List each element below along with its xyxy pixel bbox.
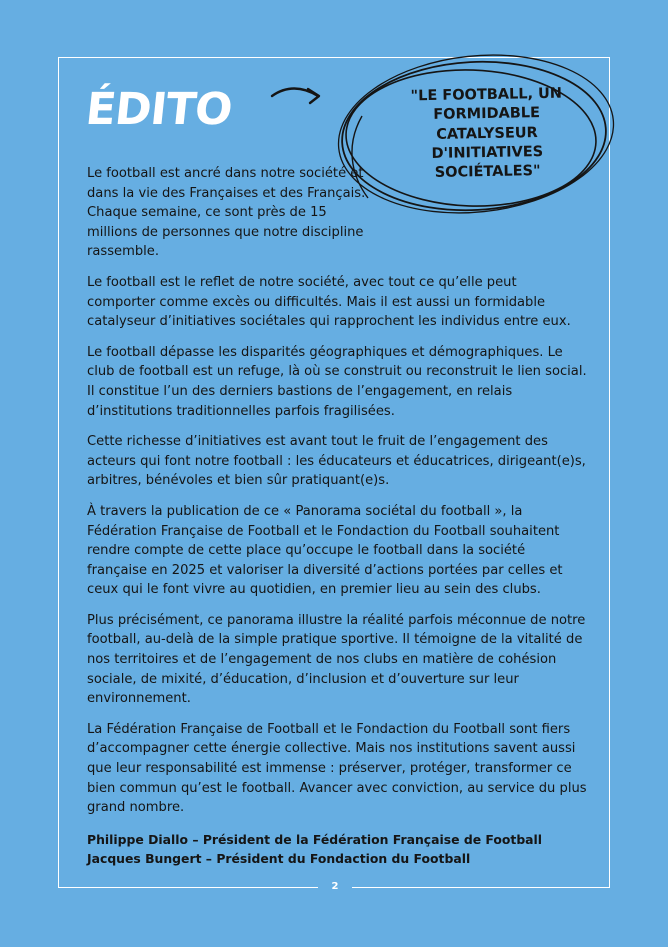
edito-title: ÉDITO bbox=[83, 84, 235, 135]
paragraph-5: À travers la publication de ce « Panorama sociétal du football », la Fédération Française de Football et le Fondaction du Football souhaitent rendre compte de cette place qu’occupe le football dans la société française en 2025 et valoriser la diversité d’actions portées par celles et ceux qui le font vivre au quotidien, en premier lieu au sein des clubs. bbox=[87, 503, 563, 598]
signatures bbox=[87, 830, 587, 869]
paragraph-6: Plus précisément, ce panorama illustre la réalité parfois méconnue de notre football, au-delà de la simple pratique sportive. Il témoigne de la vitalité de nos territoires et de l’engagement de nos clubs en matière de cohésion sociale, de mixité, d’éducation, d’inclusion et d’ouverture sur leur environnement. bbox=[87, 612, 586, 707]
signature-2: Jacques Bungert – Président du Fondaction du Football bbox=[87, 851, 471, 867]
arrow-icon bbox=[268, 80, 328, 110]
body-text bbox=[87, 164, 587, 869]
paragraph-1: Le football est ancré dans notre société et dans la vie des Françaises et des Français. Chaque semaine, ce sont près de 15 millions de personnes que notre discipline rassemble. bbox=[87, 166, 366, 260]
signature-1: Philippe Diallo – Président de la Fédération Française de Football bbox=[87, 831, 543, 847]
paragraph-7: La Fédération Française de Football et le Fondaction du Football sont fiers d’accompagner cette énergie collective. Mais nos institutions savent aussi que leur responsabilité est immense : préserver, protéger, transformer ce bien commun qu’est le football. Avancer avec conviction, au service du plus grand nombre. bbox=[87, 721, 587, 816]
paragraph-2: Le football est le reflet de notre société, avec tout ce qu’elle peut comporter comme excès ou difficultés. Mais il est aussi un formidable catalyseur d’initiatives sociétales qui rapprochent les individus entre eux. bbox=[87, 274, 571, 330]
paragraph-4: Cette richesse d’initiatives est avant tout le fruit de l’engagement des acteurs qui font notre football : les éducateurs et éducatrices, dirigeant(e)s, arbitres, bénévoles et bien sûr pratiquant(e)s. bbox=[87, 434, 586, 489]
page-number: 2 bbox=[331, 881, 339, 892]
quote-text: "LE FOOTBALL, UN FORMIDABLE CATALYSEUR D'INITIATIVES SOCIÉTALES" bbox=[410, 85, 563, 182]
paragraph-3: Le football dépasse les disparités géographiques et démographiques. Le club de football est un refuge, là où se construit ou reconstruit le lien social. Il constitue l’un des derniers bastions de l’engagement, en relais d’institutions traditionnelles parfois fragilisées. bbox=[87, 344, 587, 419]
